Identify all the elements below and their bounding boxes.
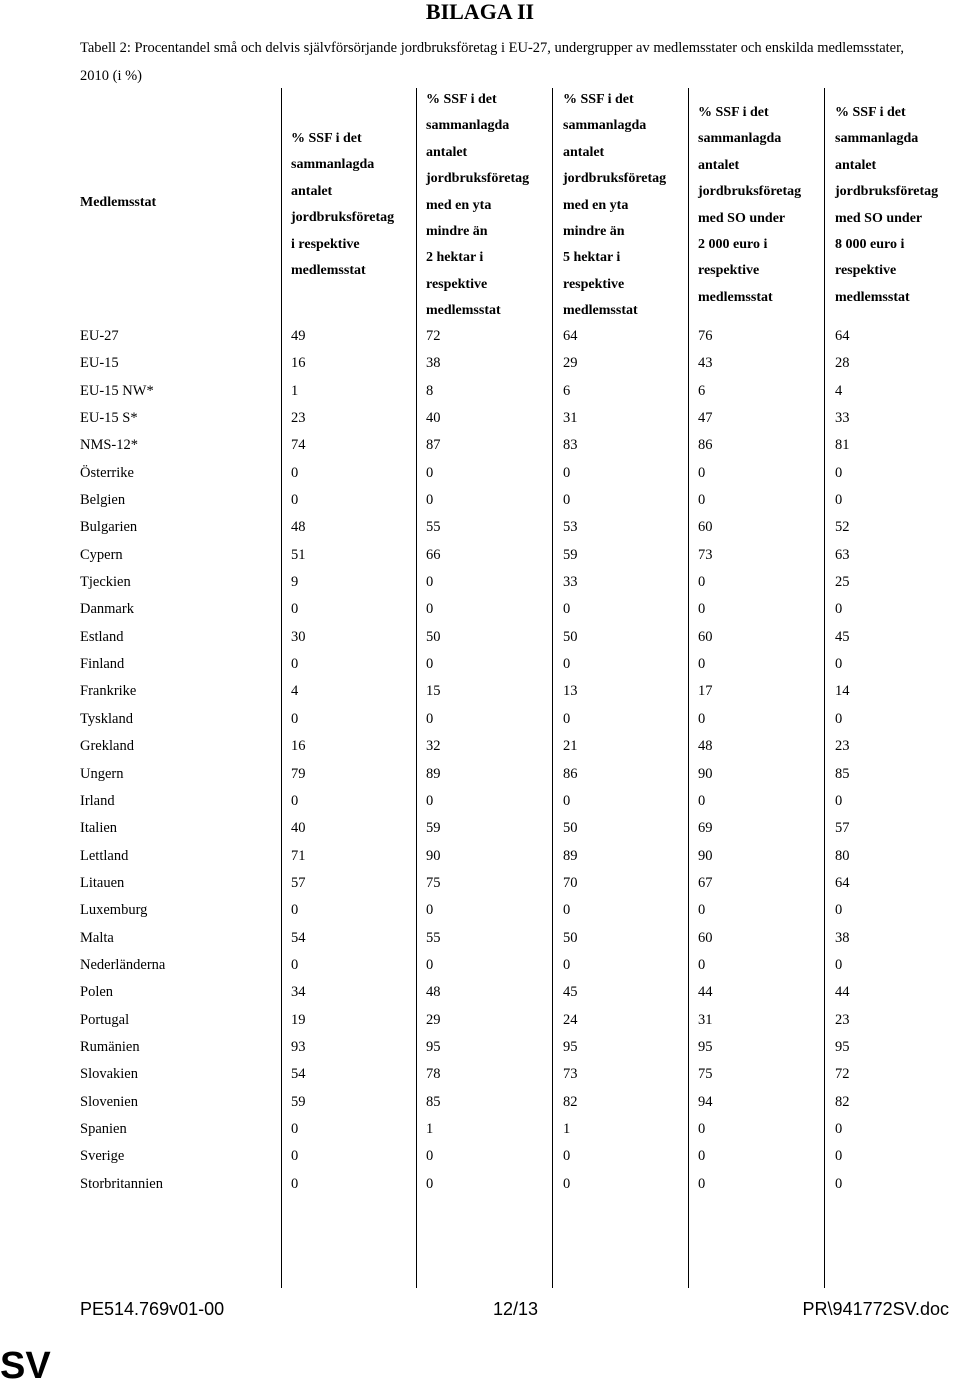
percentage-cell: 45 xyxy=(835,628,850,645)
percentage-cell: 63 xyxy=(835,546,850,563)
percentage-cell: 45 xyxy=(563,984,578,1001)
percentage-cell: 8 xyxy=(426,382,434,399)
percentage-cell: 49 xyxy=(291,328,306,344)
percentage-cell: 4 xyxy=(835,382,843,399)
percentage-cell: 0 xyxy=(835,464,843,481)
member-state-name: Tyskland xyxy=(80,710,133,727)
percentage-cell: 38 xyxy=(426,355,441,372)
member-state-name: Nederländerna xyxy=(80,956,166,973)
percentage-cell: 0 xyxy=(563,902,571,919)
column-header-line: mindre än xyxy=(563,224,625,240)
percentage-cell: 0 xyxy=(426,902,434,919)
percentage-cell: 0 xyxy=(698,1175,706,1192)
percentage-cell: 40 xyxy=(426,410,441,427)
percentage-cell: 16 xyxy=(291,738,306,755)
percentage-cell: 95 xyxy=(563,1038,578,1055)
member-state-name: Estland xyxy=(80,628,124,645)
table-row xyxy=(0,486,960,513)
percentage-cell: 67 xyxy=(698,874,713,891)
percentage-cell: 81 xyxy=(835,437,850,454)
percentage-cell: 25 xyxy=(835,574,850,591)
member-state-name: Ungern xyxy=(80,765,124,782)
percentage-cell: 89 xyxy=(426,765,441,782)
percentage-cell: 0 xyxy=(291,464,299,481)
percentage-cell: 0 xyxy=(291,956,299,973)
table-row xyxy=(0,787,960,814)
percentage-cell: 0 xyxy=(835,656,843,673)
percentage-cell: 64 xyxy=(835,328,850,344)
table-row xyxy=(0,814,960,841)
percentage-cell: 0 xyxy=(698,710,706,727)
percentage-cell: 28 xyxy=(835,355,850,372)
member-state-name: Malta xyxy=(80,929,114,946)
column-header-line: med en yta xyxy=(563,197,629,213)
percentage-cell: 54 xyxy=(291,1066,306,1083)
percentage-cell: 64 xyxy=(835,874,850,891)
percentage-cell: 64 xyxy=(563,328,578,344)
percentage-cell: 0 xyxy=(835,1148,843,1165)
table-row xyxy=(0,595,960,622)
column-header-line: i respektive xyxy=(291,236,360,252)
table-row xyxy=(0,978,960,1005)
member-state-name: Frankrike xyxy=(80,683,137,700)
column-header-line: respektive xyxy=(835,263,897,279)
percentage-cell: 0 xyxy=(698,464,706,481)
column-header-line: antalet xyxy=(563,144,605,160)
percentage-cell: 0 xyxy=(426,656,434,673)
percentage-cell: 23 xyxy=(291,410,306,427)
column-header-line: med SO under xyxy=(698,210,786,226)
percentage-cell: 4 xyxy=(291,683,299,700)
percentage-cell: 0 xyxy=(426,601,434,618)
column-header-line: 8 000 euro i xyxy=(835,237,905,253)
percentage-cell: 50 xyxy=(563,628,578,645)
percentage-cell: 0 xyxy=(563,656,571,673)
percentage-cell: 0 xyxy=(563,710,571,727)
percentage-cell: 43 xyxy=(698,355,713,372)
member-state-name: Belgien xyxy=(80,492,126,509)
percentage-cell: 0 xyxy=(291,601,299,618)
percentage-cell: 59 xyxy=(426,820,441,837)
percentage-cell: 80 xyxy=(835,847,850,864)
percentage-cell: 95 xyxy=(426,1038,441,1055)
percentage-cell: 14 xyxy=(835,683,850,700)
percentage-cell: 0 xyxy=(835,1120,843,1137)
table-row xyxy=(0,349,960,376)
table-row xyxy=(0,869,960,896)
percentage-cell: 0 xyxy=(563,792,571,809)
percentage-cell: 93 xyxy=(291,1038,306,1055)
member-state-name: NMS-12* xyxy=(80,437,139,454)
percentage-cell: 17 xyxy=(698,683,713,700)
column-header-line: 2 hektar i xyxy=(426,250,484,266)
percentage-cell: 0 xyxy=(291,656,299,673)
percentage-cell: 0 xyxy=(835,956,843,973)
column-header-line: % SSF i det xyxy=(835,105,906,120)
percentage-cell: 0 xyxy=(835,601,843,618)
percentage-cell: 60 xyxy=(698,929,713,946)
table-row xyxy=(0,1115,960,1142)
column-header-line: medlemsstat xyxy=(291,263,366,279)
column-header-line: % SSF i det xyxy=(698,105,769,120)
percentage-cell: 57 xyxy=(835,820,850,837)
percentage-cell: 83 xyxy=(563,437,578,454)
percentage-cell: 6 xyxy=(698,382,706,399)
percentage-cell: 82 xyxy=(563,1093,578,1110)
column-header-line: 2 000 euro i xyxy=(698,237,768,253)
percentage-cell: 55 xyxy=(426,929,441,946)
member-state-name: Spanien xyxy=(80,1120,127,1137)
percentage-cell: 16 xyxy=(291,355,306,372)
member-state-name: Österrike xyxy=(80,464,134,481)
percentage-cell: 0 xyxy=(426,1175,434,1192)
percentage-cell: 79 xyxy=(291,765,306,782)
column-header-line: respektive xyxy=(698,263,760,279)
percentage-cell: 0 xyxy=(563,464,571,481)
table-row xyxy=(0,760,960,787)
percentage-cell: 31 xyxy=(698,1011,713,1028)
percentage-cell: 94 xyxy=(698,1093,713,1110)
table-row xyxy=(0,1060,960,1087)
percentage-cell: 29 xyxy=(563,355,578,372)
column-header-5 xyxy=(835,100,938,311)
column-header-line: med en yta xyxy=(426,197,492,213)
percentage-cell: 0 xyxy=(698,792,706,809)
percentage-cell: 13 xyxy=(563,683,578,700)
percentage-cell: 51 xyxy=(291,546,306,563)
table-row xyxy=(0,951,960,978)
percentage-cell: 74 xyxy=(291,437,306,454)
footer-page-number: 12/13 xyxy=(493,1299,539,1319)
column-header-line: jordbruksföretag xyxy=(291,210,395,226)
table-row xyxy=(0,650,960,677)
percentage-cell: 69 xyxy=(698,820,713,837)
percentage-cell: 90 xyxy=(698,847,713,864)
percentage-cell: 53 xyxy=(563,519,578,536)
percentage-cell: 0 xyxy=(426,1148,434,1165)
percentage-cell: 60 xyxy=(698,519,713,536)
percentage-cell: 0 xyxy=(698,656,706,673)
member-state-name: EU-15 S* xyxy=(80,410,138,427)
column-header-line: sammanlagda xyxy=(835,131,919,147)
column-header-line: antalet xyxy=(291,183,333,199)
percentage-cell: 0 xyxy=(291,710,299,727)
column-header-line: sammanlagda xyxy=(698,131,782,147)
table-row xyxy=(0,459,960,486)
member-state-name: Slovenien xyxy=(80,1093,138,1110)
table-body xyxy=(0,322,960,1197)
percentage-cell: 0 xyxy=(426,956,434,973)
table-row xyxy=(0,377,960,404)
percentage-cell: 0 xyxy=(835,1175,843,1192)
member-state-name: Italien xyxy=(80,820,118,837)
column-header-line: sammanlagda xyxy=(426,118,510,134)
column-header-line: sammanlagda xyxy=(291,157,375,173)
percentage-cell: 0 xyxy=(835,792,843,809)
percentage-cell: 40 xyxy=(291,820,306,837)
member-state-name: Bulgarien xyxy=(80,519,138,536)
column-header-line: med SO under xyxy=(835,210,923,226)
percentage-cell: 73 xyxy=(563,1066,578,1083)
table-row xyxy=(0,732,960,759)
percentage-cell: 33 xyxy=(563,574,578,591)
table-row xyxy=(0,1033,960,1060)
percentage-cell: 90 xyxy=(698,765,713,782)
footer-file-reference: PR\941772SV.doc xyxy=(802,1299,949,1319)
percentage-cell: 0 xyxy=(563,492,571,509)
column-header-4 xyxy=(698,100,801,311)
member-state-name: Storbritannien xyxy=(80,1175,163,1192)
percentage-cell: 48 xyxy=(291,519,306,536)
table-header-member-state: Medlemsstat xyxy=(80,195,157,210)
percentage-cell: 0 xyxy=(426,464,434,481)
percentage-cell: 0 xyxy=(426,710,434,727)
percentage-cell: 30 xyxy=(291,628,306,645)
percentage-cell: 0 xyxy=(698,1120,706,1137)
percentage-cell: 38 xyxy=(835,929,850,946)
column-header-line: antalet xyxy=(698,157,740,173)
member-state-name: Cypern xyxy=(80,546,123,563)
percentage-cell: 0 xyxy=(698,492,706,509)
table-row xyxy=(0,1170,960,1197)
percentage-cell: 0 xyxy=(291,1120,299,1137)
percentage-cell: 86 xyxy=(698,437,713,454)
member-state-name: EU-15 xyxy=(80,355,119,372)
table-row xyxy=(0,404,960,431)
percentage-cell: 32 xyxy=(426,738,441,755)
percentage-cell: 0 xyxy=(563,601,571,618)
percentage-cell: 9 xyxy=(291,574,299,591)
percentage-cell: 73 xyxy=(698,546,713,563)
percentage-cell: 33 xyxy=(835,410,850,427)
percentage-cell: 23 xyxy=(835,738,850,755)
member-state-name: Lettland xyxy=(80,847,129,864)
column-header-line: respektive xyxy=(426,276,488,292)
percentage-cell: 95 xyxy=(835,1038,850,1055)
table-row xyxy=(0,924,960,951)
percentage-cell: 15 xyxy=(426,683,441,700)
column-header-2 xyxy=(426,87,529,325)
member-state-name: Irland xyxy=(80,792,115,809)
percentage-cell: 29 xyxy=(426,1011,441,1028)
table-row xyxy=(0,677,960,704)
percentage-cell: 95 xyxy=(698,1038,713,1055)
percentage-cell: 59 xyxy=(291,1093,306,1110)
column-header-line: % SSF i det xyxy=(291,131,362,146)
column-header-line: 5 hektar i xyxy=(563,250,621,266)
percentage-cell: 0 xyxy=(563,1175,571,1192)
percentage-cell: 44 xyxy=(835,984,850,1001)
column-header-line: jordbruksföretag xyxy=(563,171,667,187)
percentage-cell: 0 xyxy=(698,601,706,618)
percentage-cell: 0 xyxy=(835,902,843,919)
column-header-line: medlemsstat xyxy=(426,303,501,319)
percentage-cell: 44 xyxy=(698,984,713,1001)
percentage-cell: 89 xyxy=(563,847,578,864)
percentage-cell: 55 xyxy=(426,519,441,536)
column-header-line: antalet xyxy=(426,144,468,160)
percentage-cell: 90 xyxy=(426,847,441,864)
percentage-cell: 0 xyxy=(426,792,434,809)
column-header-line: mindre än xyxy=(426,224,488,240)
percentage-cell: 87 xyxy=(426,437,441,454)
percentage-cell: 1 xyxy=(563,1120,571,1137)
column-header-line: medlemsstat xyxy=(835,289,910,305)
percentage-cell: 48 xyxy=(426,984,441,1001)
annex-title: BILAGA II xyxy=(425,0,535,24)
percentage-cell: 24 xyxy=(563,1011,578,1028)
percentage-cell: 72 xyxy=(835,1066,850,1083)
table-row xyxy=(0,431,960,458)
column-header-line: jordbruksföretag xyxy=(426,171,530,187)
percentage-cell: 75 xyxy=(698,1066,713,1083)
percentage-cell: 0 xyxy=(698,574,706,591)
member-state-name: Luxemburg xyxy=(80,902,148,919)
percentage-cell: 31 xyxy=(563,410,578,427)
member-state-name: Rumänien xyxy=(80,1038,140,1055)
footer-document-reference: PE514.769v01-00 xyxy=(80,1299,225,1319)
percentage-cell: 0 xyxy=(563,956,571,973)
percentage-cell: 6 xyxy=(563,382,571,399)
percentage-cell: 48 xyxy=(698,738,713,755)
member-state-name: Polen xyxy=(80,984,114,1001)
percentage-cell: 70 xyxy=(563,874,578,891)
member-state-name: Portugal xyxy=(80,1011,130,1028)
percentage-cell: 66 xyxy=(426,546,441,563)
percentage-cell: 52 xyxy=(835,519,850,536)
percentage-cell: 19 xyxy=(291,1011,306,1028)
column-header-line: jordbruksföretag xyxy=(698,184,802,200)
member-state-name: Slovakien xyxy=(80,1066,138,1083)
column-header-line: medlemsstat xyxy=(698,289,773,305)
percentage-cell: 86 xyxy=(563,765,578,782)
column-header-line: antalet xyxy=(835,157,877,173)
column-header-3 xyxy=(563,87,666,325)
percentage-cell: 72 xyxy=(426,328,441,344)
percentage-cell: 0 xyxy=(698,956,706,973)
percentage-cell: 47 xyxy=(698,410,713,427)
member-state-name: Finland xyxy=(80,656,125,673)
percentage-cell: 0 xyxy=(426,492,434,509)
percentage-cell: 0 xyxy=(698,902,706,919)
member-state-name: Danmark xyxy=(80,601,134,618)
table-row xyxy=(0,623,960,650)
table-row xyxy=(0,541,960,568)
column-header-line: medlemsstat xyxy=(563,303,638,319)
table-row xyxy=(0,1006,960,1033)
percentage-cell: 50 xyxy=(563,820,578,837)
table-row xyxy=(0,322,960,349)
percentage-cell: 0 xyxy=(291,492,299,509)
member-state-name: EU-27 xyxy=(80,328,119,344)
column-header-line: respektive xyxy=(563,276,625,292)
table-caption: Tabell 2: Procentandel små och delvis självförsörjande jordbruksföretag i EU-27, undergrupper av medlemsstater och enskilda medlemsstater, 2010 (i %) xyxy=(80,40,904,84)
language-code: SV xyxy=(0,1345,51,1387)
percentage-cell: 54 xyxy=(291,929,306,946)
table-row xyxy=(0,568,960,595)
percentage-cell: 59 xyxy=(563,546,578,563)
percentage-cell: 23 xyxy=(835,1011,850,1028)
table-row xyxy=(0,513,960,540)
percentage-cell: 82 xyxy=(835,1093,850,1110)
percentage-cell: 75 xyxy=(426,874,441,891)
column-header-line: jordbruksföretag xyxy=(835,184,939,200)
percentage-cell: 0 xyxy=(835,492,843,509)
percentage-cell: 0 xyxy=(563,1148,571,1165)
member-state-name: Tjeckien xyxy=(80,574,131,591)
table-row xyxy=(0,842,960,869)
percentage-cell: 0 xyxy=(291,902,299,919)
percentage-cell: 1 xyxy=(291,382,299,399)
table-row xyxy=(0,705,960,732)
percentage-cell: 50 xyxy=(426,628,441,645)
percentage-cell: 85 xyxy=(426,1093,441,1110)
percentage-cell: 0 xyxy=(426,574,434,591)
percentage-cell: 60 xyxy=(698,628,713,645)
table-row xyxy=(0,1088,960,1115)
percentage-cell: 76 xyxy=(698,328,713,344)
percentage-cell: 0 xyxy=(835,710,843,727)
percentage-cell: 34 xyxy=(291,984,306,1001)
column-header-1 xyxy=(291,126,394,284)
percentage-cell: 50 xyxy=(563,929,578,946)
percentage-cell: 0 xyxy=(698,1148,706,1165)
percentage-cell: 0 xyxy=(291,1175,299,1192)
member-state-name: EU-15 NW* xyxy=(80,382,154,399)
column-header-line: sammanlagda xyxy=(563,118,647,134)
percentage-cell: 0 xyxy=(291,1148,299,1165)
percentage-cell: 57 xyxy=(291,874,306,891)
percentage-cell: 0 xyxy=(291,792,299,809)
table-row xyxy=(0,896,960,923)
member-state-name: Litauen xyxy=(80,874,125,891)
percentage-cell: 21 xyxy=(563,738,578,755)
percentage-cell: 85 xyxy=(835,765,850,782)
member-state-name: Grekland xyxy=(80,738,134,755)
column-header-line: % SSF i det xyxy=(563,92,634,107)
column-header-line: % SSF i det xyxy=(426,92,497,107)
table-row xyxy=(0,1142,960,1169)
percentage-cell: 71 xyxy=(291,847,306,864)
percentage-cell: 78 xyxy=(426,1066,441,1083)
member-state-name: Sverige xyxy=(80,1148,125,1165)
percentage-cell: 1 xyxy=(426,1120,434,1137)
